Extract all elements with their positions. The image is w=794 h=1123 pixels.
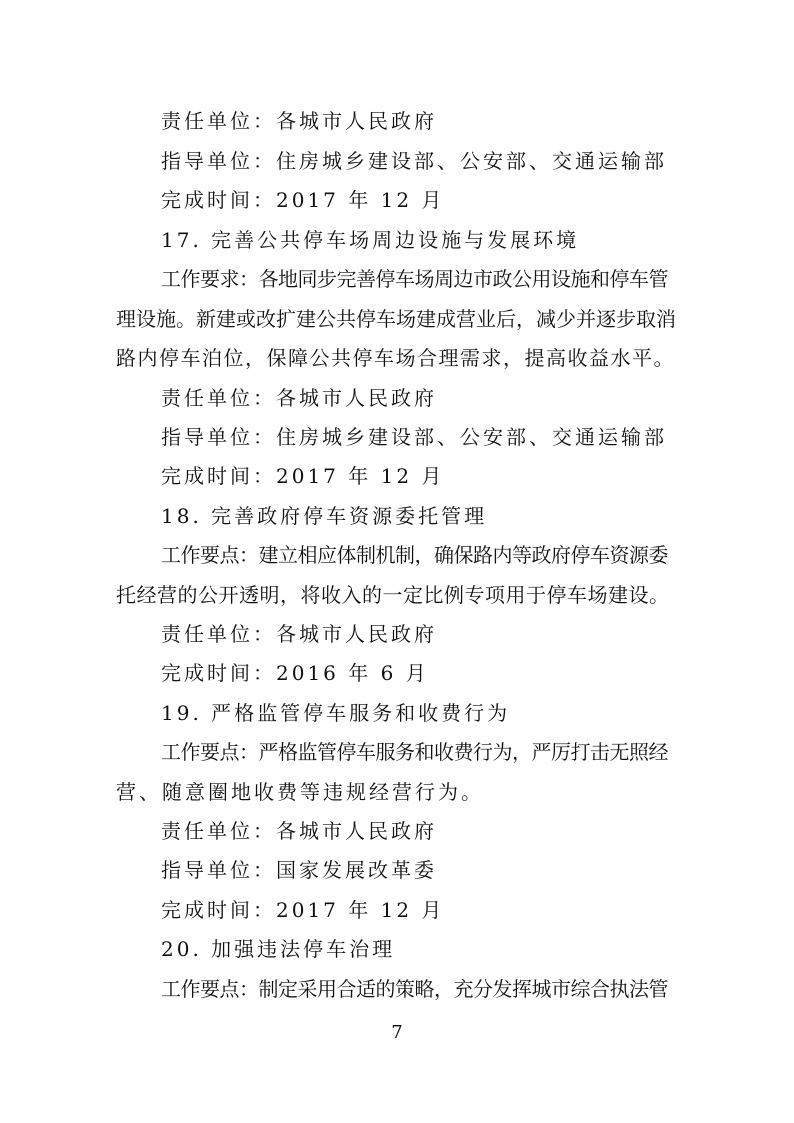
work-point-line: 工作要点：建立相应体制机制，确保路内等政府停车资源委 — [161, 543, 668, 567]
completion-time-line: 完成时间：2016 年 6 月 — [161, 661, 429, 685]
work-requirement-continuation: 路内停车泊位，保障公共停车场合理需求，提高收益水平。 — [116, 346, 675, 370]
guidance-unit-line: 指导单位：住房城乡建设部、公安部、交通运输部 — [161, 149, 667, 173]
work-point-continuation: 托经营的公开透明，将收入的一定比例专项用于停车场建设。 — [116, 583, 670, 607]
work-requirement-line: 工作要求：各地同步完善停车场周边市政公用设施和停车管 — [161, 267, 668, 291]
responsible-unit-line: 责任单位：各城市人民政府 — [161, 109, 437, 133]
section-heading-20: 20. 加强违法停车治理 — [161, 937, 396, 961]
responsible-unit-line: 责任单位：各城市人民政府 — [161, 622, 437, 646]
page-number: 7 — [391, 1022, 403, 1043]
work-point-line: 工作要点：制定采用合适的策略，充分发挥城市综合执法管 — [161, 977, 668, 1001]
guidance-unit-line: 指导单位：住房城乡建设部、公安部、交通运输部 — [161, 425, 667, 449]
responsible-unit-line: 责任单位：各城市人民政府 — [161, 819, 437, 843]
work-point-line: 工作要点：严格监管停车服务和收费行为，严厉打击无照经 — [161, 740, 668, 764]
work-point-continuation: 营、随意圈地收费等违规经营行为。 — [116, 780, 484, 804]
completion-time-line: 完成时间：2017 年 12 月 — [161, 188, 445, 212]
section-heading-18: 18. 完善政府停车资源委托管理 — [161, 504, 488, 528]
work-requirement-continuation: 理设施。新建或改扩建公共停车场建成营业后，减少并逐步取消 — [116, 307, 676, 331]
completion-time-line: 完成时间：2017 年 12 月 — [161, 464, 445, 488]
section-heading-17: 17. 完善公共停车场周边设施与发展环境 — [161, 228, 580, 252]
completion-time-line: 完成时间：2017 年 12 月 — [161, 898, 445, 922]
section-heading-19: 19. 严格监管停车服务和收费行为 — [161, 701, 511, 725]
responsible-unit-line: 责任单位：各城市人民政府 — [161, 386, 437, 410]
guidance-unit-line: 指导单位：国家发展改革委 — [161, 858, 437, 882]
